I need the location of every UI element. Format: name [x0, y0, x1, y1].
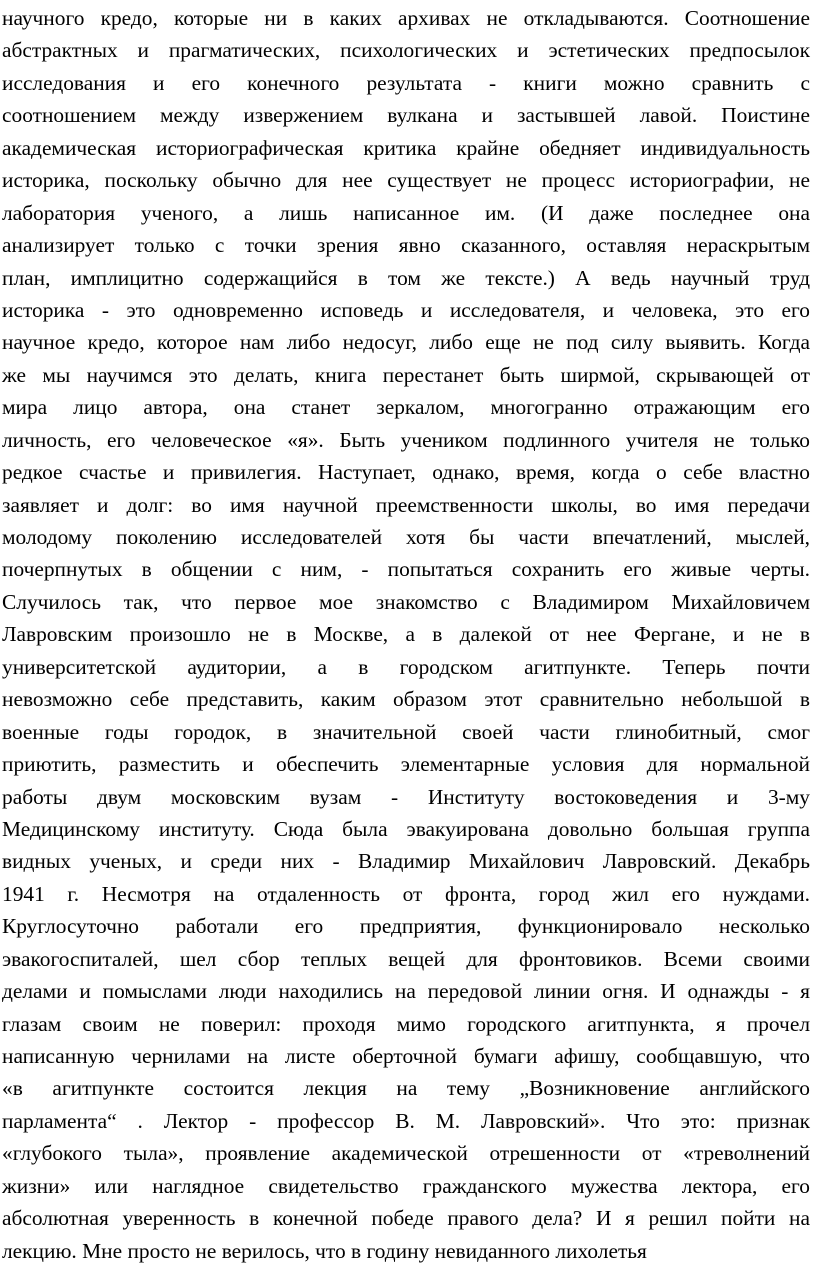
text-line: Случилось так, что первое мое знакомство с Владимиром Михайловичем [2, 589, 810, 614]
text-line: молодому поколению исследователей хотя бы части впечатлений, мыслей, [2, 525, 810, 549]
text-line: военные годы городок, в значительной своей части глинобитный, смог [2, 719, 810, 744]
text-line: заявляет и долг: во имя научной преемственности школы, во имя передачи [2, 492, 810, 517]
text-line: абстрактных и прагматических, психологических и эстетических предпосылок [2, 38, 810, 63]
text-line: «в агитпункте состоится лекция на тему „Возникновение английского [2, 1076, 810, 1101]
text-line: видных ученых, и среди них - Владимир Михайлович Лавровский. Декабрь [2, 849, 810, 874]
text-line: редкое счастье и привилегия. Наступает, однако, время, когда о себе властно [2, 460, 810, 485]
text-line: лаборатория ученого, а лишь написанное им. (И даже последнее она [2, 200, 810, 225]
text-line: анализирует только с точки зрения явно сказанного, оставляя нераскрытым [2, 233, 810, 258]
text-line: историка - это одновременно исповедь и исследователя, и человека, это его [2, 297, 810, 322]
text-line: жизни» или наглядное свидетельство гражданского мужества лектора, его [2, 1173, 810, 1198]
text-line: мира лицо автора, она станет зеркалом, многогранно отражающим его [2, 395, 810, 420]
text-line: научное кредо, которое нам либо недосуг, либо еще не под силу выявить. Когда [2, 330, 810, 355]
text-line: почерпнутых в общении с ним, - попытаться сохранить его живые черты. [2, 557, 810, 582]
text-line: глазам своим не поверил: проходя мимо городского агитпункта, я прочел [2, 1011, 810, 1036]
text-line: соотношением между извержением вулкана и застывшей лавой. Поистине [2, 103, 810, 128]
text-line: абсолютная уверенность в конечной победе правого дела? И я решил пойти на [2, 1206, 810, 1231]
text-line: невозможно себе представить, каким образом этот сравнительно небольшой в [2, 687, 810, 712]
text-line: работы двум московским вузам - Институту востоковедения и 3-му [2, 784, 810, 809]
text-line: Лавровским произошло не в Москве, а в далекой от нее Фергане, и не в [2, 622, 810, 647]
text-line: 1941 г. Несмотря на отдаленность от фронта, город жил его нуждами. [2, 881, 810, 906]
text-line: приютить, разместить и обеспечить элементарные условия для нормальной [2, 752, 810, 777]
text-line: план, имплицитно содержащийся в том же тексте.) А ведь научный труд [2, 265, 810, 290]
text-line: Круглосуточно работали его предприятия, функционировало несколько [2, 914, 810, 939]
text-line: историка, поскольку обычно для нее существует не процесс историографии, не [2, 168, 810, 193]
text-line: университетской аудитории, а в городском агитпункте. Теперь почти [2, 654, 810, 679]
text-line: личность, его человеческое «я». Быть учеником подлинного учителя не только [2, 427, 810, 452]
text-line: эвакогоспиталей, шел сбор теплых вещей для фронтовиков. Всеми своими [2, 946, 810, 971]
text-line: делами и помыслами люди находились на передовой линии огня. И однажды - я [2, 979, 810, 1004]
text-line: академическая историографическая критика крайне обедняет индивидуальность [2, 135, 810, 160]
text-line: парламента“ . Лектор - профессор В. М. Лавровский». Что это: признак [2, 1108, 810, 1133]
text-line: Медицинскому институту. Сюда была эвакуирована довольно большая группа [2, 816, 810, 841]
text-line: лекцию. Мне просто не верилось, что в годину невиданного лихолетья [2, 1238, 647, 1263]
text-line: исследования и его конечного результата - книги можно сравнить с [2, 70, 810, 95]
text-line: же мы научимся это делать, книга перестанет быть ширмой, скрывающей от [2, 362, 810, 387]
text-line: «глубокого тыла», проявление академической отрешенности от «треволнений [2, 1141, 810, 1166]
text-line: научного кредо, которые ни в каких архивах не откладываются. Соотношение [2, 6, 810, 30]
text-line: написанную чернилами на листе оберточной бумаги афишу, сообщавшую, что [2, 1044, 810, 1068]
